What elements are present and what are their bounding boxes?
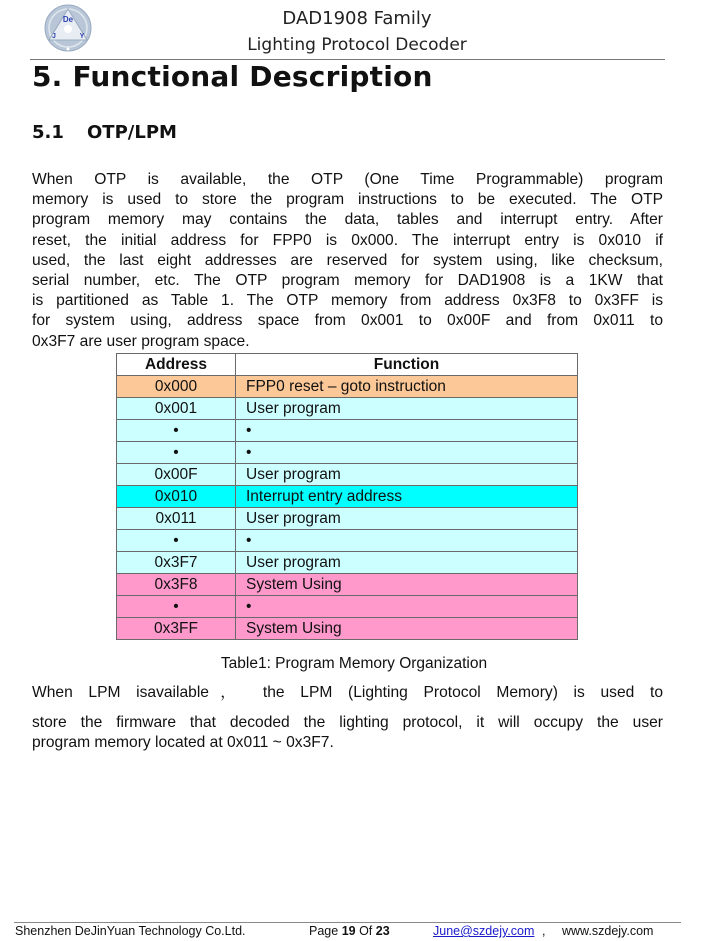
function-cell: FPP0 reset – goto instruction <box>236 376 578 398</box>
function-cell: • <box>236 530 578 552</box>
table-row <box>117 552 578 574</box>
column-header-function: Function <box>236 354 578 376</box>
table-row <box>117 398 578 420</box>
page-of: Of <box>359 924 373 938</box>
subsection-heading <box>32 122 177 143</box>
page-total: 23 <box>375 924 390 938</box>
page-label: Page <box>309 924 339 938</box>
paragraph-line: 0x3F7 are user program space. <box>32 332 250 350</box>
lpm-description-intro <box>32 683 663 703</box>
function-cell: User program <box>236 464 578 486</box>
address-cell: 0x3F7 <box>117 552 236 574</box>
table-row <box>117 530 578 552</box>
document-subtitle: Lighting Protocol Decoder <box>247 35 467 55</box>
website-link[interactable]: www.szdejy.com <box>562 924 654 938</box>
address-cell: • <box>117 530 236 552</box>
otp-description-paragraph <box>32 170 663 352</box>
section-title: Functional Description <box>72 60 433 93</box>
function-cell: Interrupt entry address <box>236 486 578 508</box>
paragraph-line: for system using, address space from 0x001 to 0x00F and from 0x011 to <box>32 312 663 330</box>
address-cell: 0x010 <box>117 486 236 508</box>
footer-divider <box>14 922 681 923</box>
paragraph-line: memory is used to store the program instructions to be executed. The OTP <box>32 191 663 209</box>
section-heading <box>32 60 433 93</box>
paragraph-line: When OTP is available, the OTP (One Time Programmable) program <box>32 171 663 188</box>
address-cell: 0x3FF <box>117 618 236 640</box>
address-cell: 0x000 <box>117 376 236 398</box>
address-cell: 0x00F <box>117 464 236 486</box>
address-cell: 0x3F8 <box>117 574 236 596</box>
svg-text:De: De <box>62 15 74 24</box>
paragraph-line: program memory located at 0x011 ~ 0x3F7. <box>32 734 334 752</box>
page-current: 19 <box>341 924 356 938</box>
address-cell: • <box>117 420 236 442</box>
address-cell: 0x001 <box>117 398 236 420</box>
page-number <box>309 924 390 938</box>
table-row <box>117 508 578 530</box>
svg-text:Y: Y <box>79 33 85 40</box>
lpm-description-paragraph <box>32 713 663 753</box>
table-caption: Table1: Program Memory Organization <box>220 655 488 672</box>
footer-company: Shenzhen DeJinYuan Technology Co.Ltd. <box>15 924 246 938</box>
table-row <box>117 464 578 486</box>
paragraph-line: is partitioned as Table 1. The OTP memory from address 0x3F8 to 0x3FF is <box>32 292 663 310</box>
table-row <box>117 442 578 464</box>
subsection-title: OTP/LPM <box>87 122 177 143</box>
function-cell: System Using <box>236 574 578 596</box>
paragraph-line: used, the last eight addresses are reserved for system using, like checksum, <box>32 251 663 269</box>
footer-separator: , <box>542 924 546 938</box>
subsection-number: 5.1 <box>32 122 64 143</box>
paragraph-line: program memory may contains the data, tables and interrupt entry. After <box>32 211 663 229</box>
function-cell: User program <box>236 398 578 420</box>
paragraph-line: reset, the initial address for FPP0 is 0x000. The interrupt entry is 0x010 if <box>32 231 663 249</box>
paragraph-line: serial number, etc. The OTP program memory for DAD1908 is a 1KW that <box>32 271 663 289</box>
function-cell: • <box>236 442 578 464</box>
section-number: 5. <box>32 60 63 93</box>
email-link[interactable]: June@szdejy.com <box>433 924 535 938</box>
address-cell: • <box>117 442 236 464</box>
table-row <box>117 486 578 508</box>
program-memory-table <box>116 353 578 640</box>
table-row <box>117 376 578 398</box>
table-row <box>117 420 578 442</box>
function-cell: User program <box>236 508 578 530</box>
paragraph-line: store the firmware that decoded the lighting protocol, it will occupy the user <box>32 714 663 731</box>
function-cell: User program <box>236 552 578 574</box>
table-header-row <box>117 354 578 376</box>
table-row <box>117 596 578 618</box>
function-cell: System Using <box>236 618 578 640</box>
paragraph-line: When LPM isavailable， the LPM (Lighting Protocol Memory) is used to <box>32 684 663 701</box>
document-family-title: DAD1908 Family <box>282 8 432 29</box>
company-logo <box>39 4 97 54</box>
page-footer <box>15 924 654 938</box>
address-cell: 0x011 <box>117 508 236 530</box>
function-cell: • <box>236 596 578 618</box>
svg-text:J: J <box>52 33 56 40</box>
dejy-logo-icon <box>39 4 97 54</box>
table-row <box>117 618 578 640</box>
address-cell: • <box>117 596 236 618</box>
column-header-address: Address <box>117 354 236 376</box>
function-cell: • <box>236 420 578 442</box>
table-row <box>117 574 578 596</box>
